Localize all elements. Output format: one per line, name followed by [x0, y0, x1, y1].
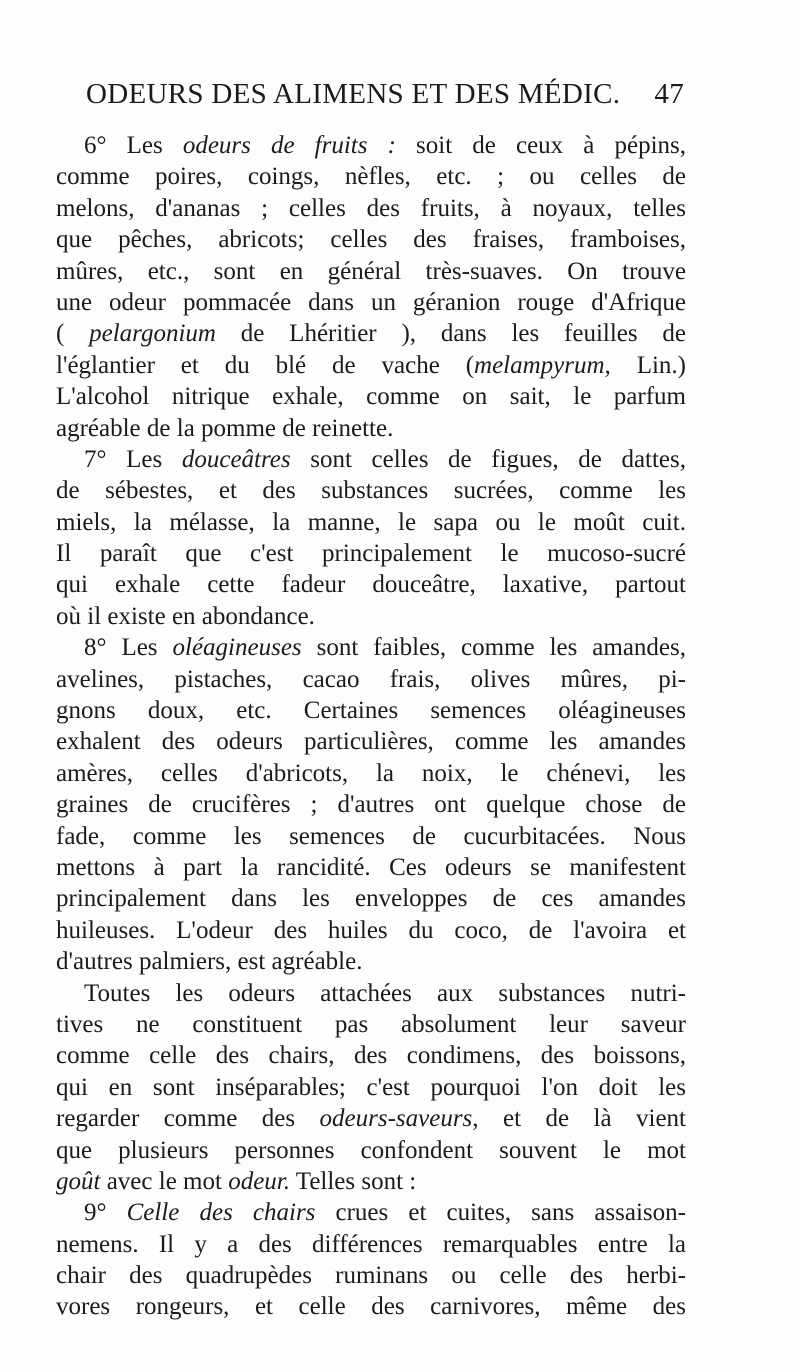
text-run: sont faibles, comme les amandes,: [301, 634, 687, 662]
text-run: exhalent des odeurs particulières, comme les amandes: [56, 728, 686, 756]
text-line: [56, 664, 686, 695]
text-run: qui exhale cette fadeur douceâtre, laxative, partout: [56, 571, 686, 599]
text-line: [56, 978, 686, 1009]
text-run: de Lhéritier ), dans les feuilles de: [215, 320, 687, 348]
text-run: d'autres palmiers, est agréable.: [56, 948, 363, 976]
text-run: de sébestes, et des substances sucrées, comme les: [56, 477, 686, 505]
text-run: Lin.): [610, 351, 686, 379]
text-run: agréable de la pomme de reinette.: [56, 414, 394, 442]
text-run: miels, la mélasse, la manne, le sapa ou le moût cuit.: [56, 508, 686, 536]
italic-term: Celle des chairs: [126, 1199, 316, 1227]
text-run: où il existe en abondance.: [56, 602, 315, 630]
text-line: [56, 1009, 686, 1040]
text-run: une odeur pommacée dans un géranion rouge d'Afrique: [56, 288, 686, 316]
text-line: [56, 1197, 686, 1228]
italic-term: odeur.: [228, 1167, 290, 1195]
text-line: [56, 946, 686, 977]
text-line: [56, 130, 686, 161]
text-run: regarder comme des: [56, 1105, 320, 1133]
text-line: [56, 161, 686, 192]
text-line: [56, 852, 686, 883]
text-run: comme celle des chairs, des condimens, des boissons,: [56, 1042, 686, 1070]
text-line: [56, 601, 686, 632]
text-run: chair des quadrupèdes ruminans ou celle des herbi-: [56, 1262, 686, 1290]
text-run: Telles sont :: [290, 1167, 417, 1195]
text-line: [56, 350, 686, 381]
text-run: fade, comme les semences de cucurbitacées. Nous: [56, 822, 686, 850]
text-run: melons, d'ananas ; celles des fruits, à noyaux, telles: [56, 194, 686, 222]
text-line: [56, 695, 686, 726]
text-run: avec le mot: [100, 1167, 229, 1195]
text-line: [56, 915, 686, 946]
text-run: gnons doux, etc. Certaines semences oléagineuses: [56, 697, 686, 725]
running-title: ODEURS DES ALIMENS ET DES MÉDIC.: [86, 78, 621, 110]
text-run: Toutes les odeurs attachées aux substances nutri-: [84, 979, 686, 1007]
italic-term: odeurs de fruits :: [182, 132, 396, 159]
text-run: soit de ceux à pépins,: [395, 132, 686, 159]
text-line: [56, 318, 686, 349]
text-run: qui en sont inséparables; c'est pourquoi l'on doit les: [56, 1073, 686, 1101]
italic-term: oléagineuses: [172, 634, 302, 662]
text-run: que pêches, abricots; celles des fraises, framboises,: [56, 226, 686, 254]
text-line: [56, 507, 686, 538]
text-line: [56, 1103, 686, 1134]
text-run: tives ne constituent pas absolument leur saveur: [56, 1010, 686, 1038]
text-run: graines de crucifères ; d'autres ont quelque chose de: [56, 791, 686, 819]
running-header: [78, 70, 684, 126]
text-run: 8° Les: [84, 634, 173, 662]
text-line: [56, 789, 686, 820]
text-run: l'églantier et du blé de vache (: [56, 351, 475, 379]
text-run: L'alcohol nitrique exhale, comme on sait, le parfum: [56, 383, 686, 411]
text-run: nemens. Il y a des différences remarquables entre la: [56, 1230, 686, 1258]
italic-term: pelargonium: [89, 320, 216, 348]
italic-term: douceâtres: [181, 445, 291, 473]
text-run: mettons à part la rancidité. Ces odeurs se manifestent: [56, 853, 686, 881]
text-run: que plusieurs personnes confondent souvent le mot: [56, 1136, 686, 1164]
text-run: mûres, etc., sont en général très-suaves. On trouve: [56, 257, 686, 285]
text-line: [56, 1291, 686, 1322]
text-run: 9°: [84, 1199, 127, 1227]
text-run: comme poires, coings, nèfles, etc. ; ou celles de: [56, 163, 686, 191]
text-line: [56, 1260, 686, 1291]
text-run: (: [56, 320, 90, 348]
text-line: [56, 1229, 686, 1260]
text-line: [56, 193, 686, 224]
italic-term: goût: [56, 1167, 101, 1195]
text-run: amères, celles d'abricots, la noix, le chénevi, les: [56, 759, 686, 787]
text-line: [56, 1166, 686, 1197]
page-number: 47: [654, 78, 684, 110]
text-line: [56, 883, 686, 914]
text-line: [56, 758, 686, 789]
text-run: 6° Les: [84, 132, 183, 159]
text-line: [56, 538, 686, 569]
text-run: principalement dans les enveloppes de ces amandes: [56, 885, 686, 913]
text-line: [56, 1040, 686, 1071]
text-line: [56, 444, 686, 475]
text-line: [56, 413, 686, 444]
text-line: [56, 224, 686, 255]
italic-term: odeurs-saveurs: [319, 1105, 473, 1133]
text-run: huileuses. L'odeur des huiles du coco, de l'avoira et: [56, 916, 686, 944]
text-line: [56, 381, 686, 412]
text-run: sont celles de figues, de dattes,: [290, 445, 687, 473]
text-run: crues et cuites, sans assaison-: [315, 1199, 686, 1227]
text-run: avelines, pistaches, cacao frais, olives mûres, pi-: [56, 665, 686, 693]
text-line: [56, 632, 686, 663]
text-line: [56, 287, 686, 318]
text-line: [56, 726, 686, 757]
text-run: vores rongeurs, et celle des carnivores, même des: [56, 1293, 686, 1321]
text-line: [56, 256, 686, 287]
text-line: [56, 821, 686, 852]
text-run: Il paraît que c'est principalement le mucoso-sucré: [56, 540, 686, 568]
italic-term: melampyrum,: [474, 351, 611, 379]
text-line: [56, 475, 686, 506]
text-line: [56, 1072, 686, 1103]
body-text: [56, 130, 686, 1323]
text-run: 7° Les: [84, 445, 182, 473]
text-line: [56, 1135, 686, 1166]
text-run: , et de là vient: [472, 1105, 686, 1133]
text-line: [56, 569, 686, 600]
